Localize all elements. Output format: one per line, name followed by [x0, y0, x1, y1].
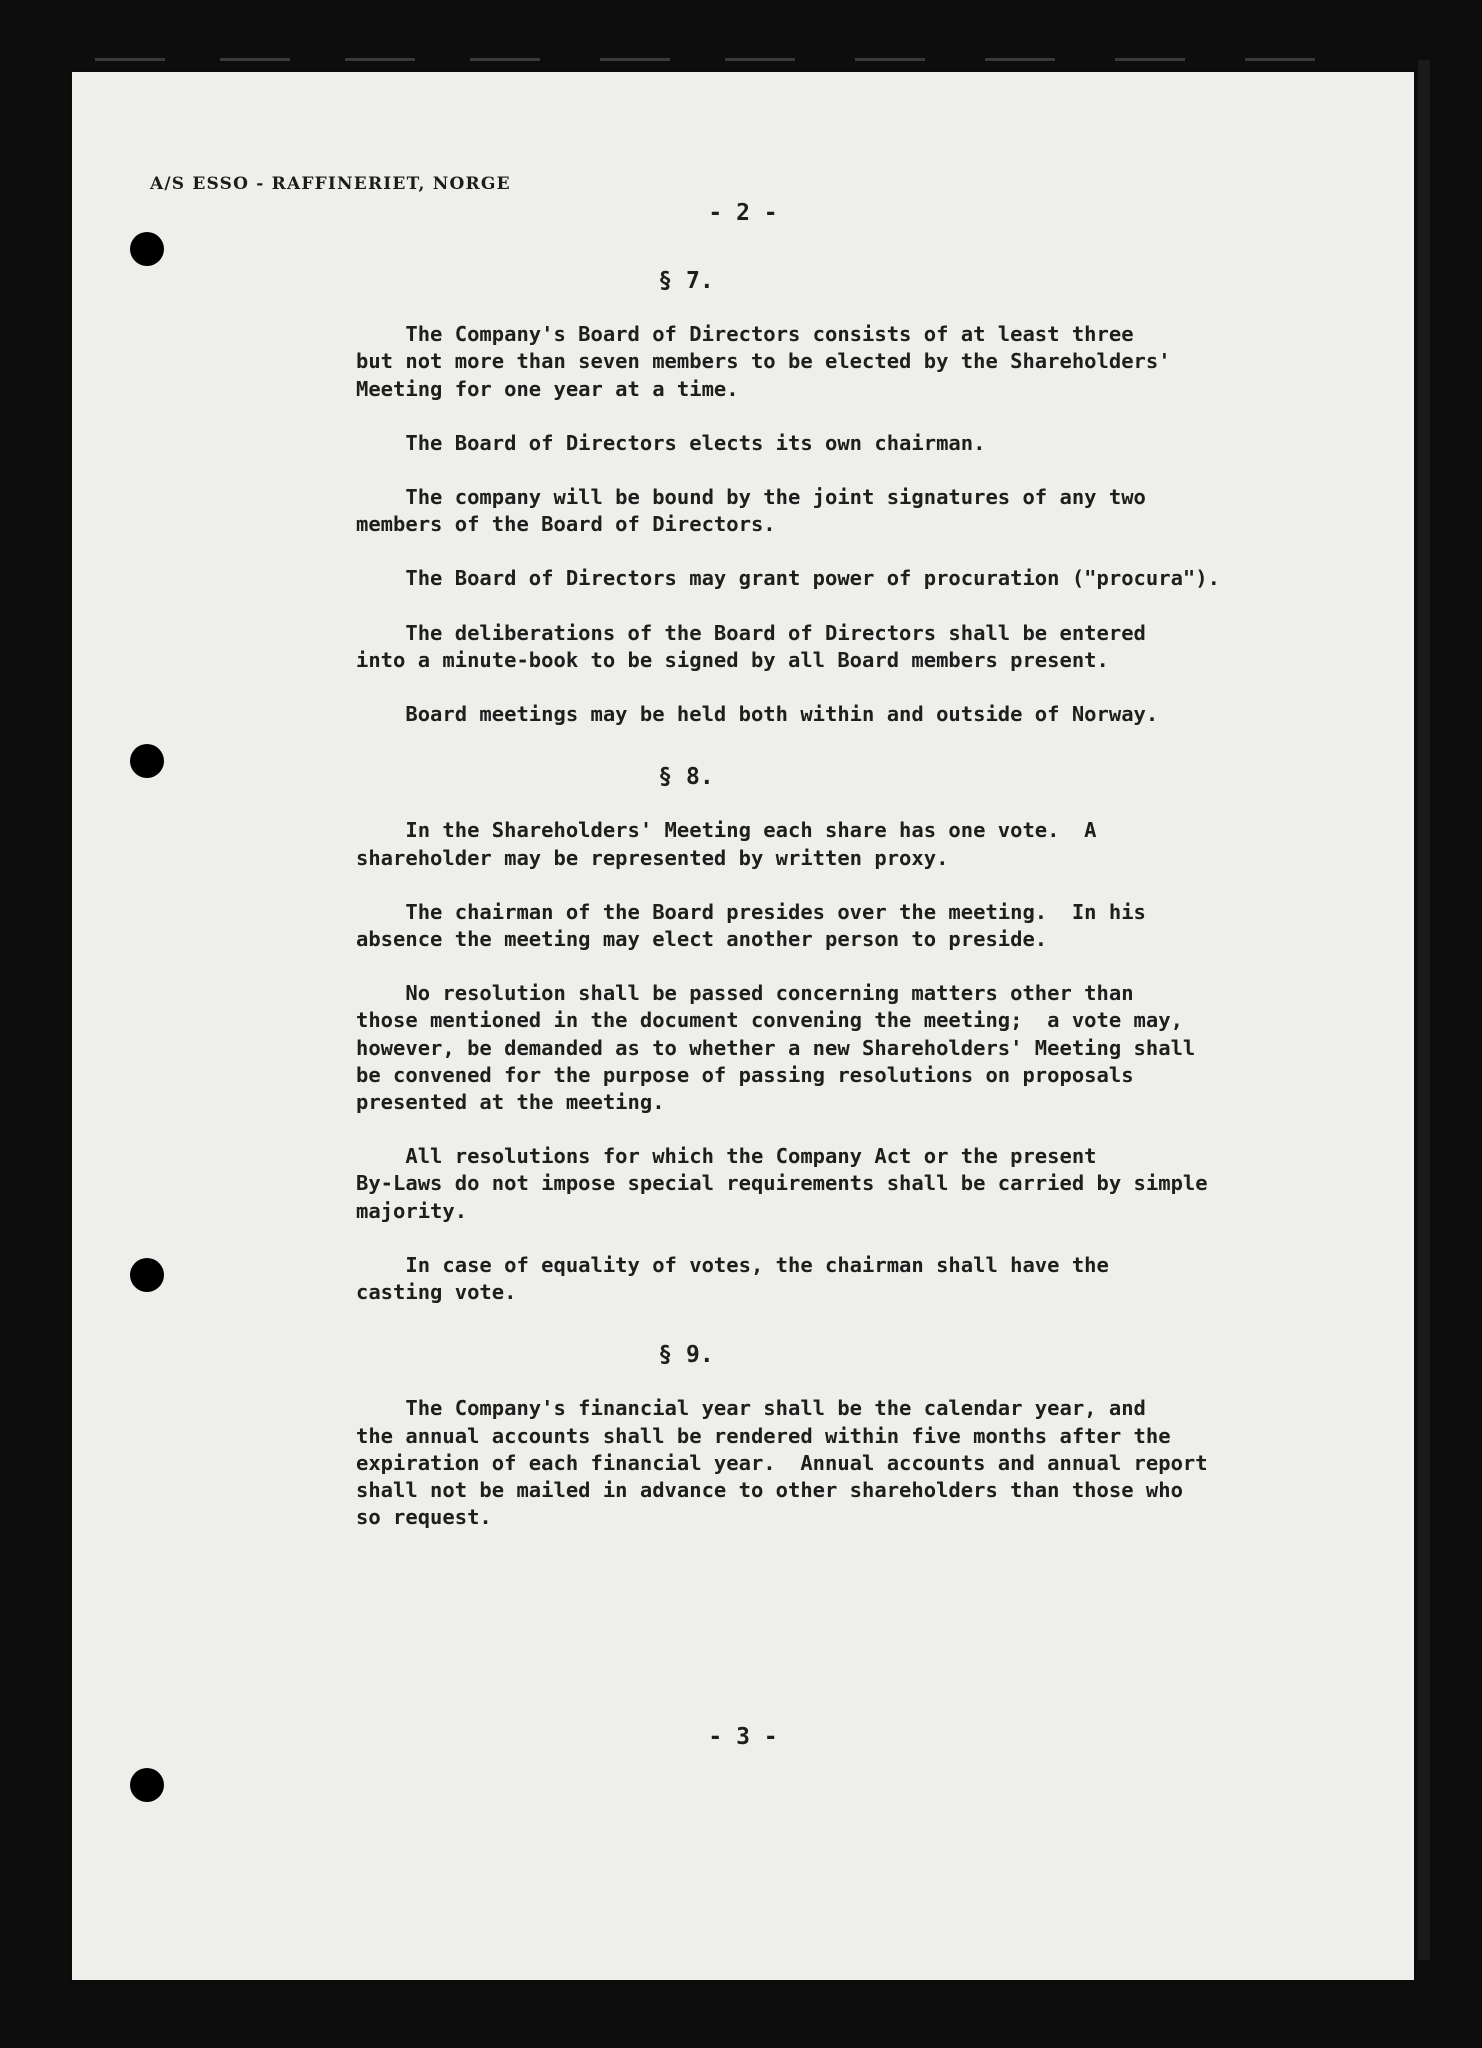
- paragraph: In the Shareholders' Meeting each share has one vote. A shareholder may be represented by written proxy.: [356, 818, 1097, 870]
- paragraph: The Company's financial year shall be the calendar year, and the annual accounts shall be rendered within five months after the expiration of each financial year. Annual accounts and annual report shall not be mailed in advance to other shareholders than those who so request.: [356, 1396, 1208, 1530]
- scan-mark: [1115, 58, 1185, 61]
- paragraph: The deliberations of the Board of Directors shall be entered into a minute-book to be signed by all Board members present.: [356, 620, 1146, 672]
- punch-hole: [130, 744, 164, 778]
- page-number-bottom: - 3 -: [708, 1724, 778, 1750]
- section-heading: § 7.: [658, 268, 714, 294]
- section-heading: § 8.: [658, 764, 714, 791]
- scan-mark: [725, 58, 795, 61]
- scan-mark: [470, 58, 540, 61]
- scan-mark: [855, 58, 925, 61]
- paragraph: Board meetings may be held both within and outside of Norway.: [356, 702, 1159, 727]
- scan-mark: [220, 58, 290, 61]
- scan-mark: [1245, 58, 1315, 61]
- paragraph: The company will be bound by the joint signatures of any two members of the Board of Directors.: [356, 485, 1146, 537]
- document-page: [72, 72, 1414, 1980]
- section-heading: § 9.: [658, 1342, 714, 1369]
- page-number-top: - 2 -: [708, 200, 778, 226]
- scan-edge: [1418, 60, 1430, 1960]
- scan-mark: [95, 58, 165, 61]
- paragraph: The Board of Directors may grant power of procuration ("procura").: [356, 566, 1220, 591]
- paragraph: All resolutions for which the Company Act or the present By-Laws do not impose special requirements shall be carried by simple majority.: [356, 1144, 1208, 1223]
- paragraph: No resolution shall be passed concerning matters other than those mentioned in the document convening the meeting; a vote may, however, be demanded as to whether a new Shareholders' Meeting shall be convened for the purpose of passing resolutions on proposals presented at the meeting.: [356, 981, 1196, 1115]
- punch-hole: [130, 232, 164, 266]
- paragraph: The chairman of the Board presides over the meeting. In his absence the meeting may elect another person to preside.: [356, 899, 1146, 952]
- scan-mark: [345, 58, 415, 61]
- paragraph: The Board of Directors elects its own chairman.: [356, 430, 986, 455]
- letterhead: A/S ESSO - RAFFINERIET, NORGE: [150, 174, 511, 194]
- document-body: [356, 268, 1396, 1532]
- paragraph: The Company's Board of Directors consists of at least three but not more than seven members to be elected by the Shareholders' Meeting for one year at a time.: [356, 322, 1171, 401]
- paragraph: In case of equality of votes, the chairman shall have the casting vote.: [356, 1252, 1109, 1305]
- punch-hole: [130, 1768, 164, 1802]
- punch-hole: [130, 1258, 164, 1292]
- scan-mark: [985, 58, 1055, 61]
- scan-mark: [600, 58, 670, 61]
